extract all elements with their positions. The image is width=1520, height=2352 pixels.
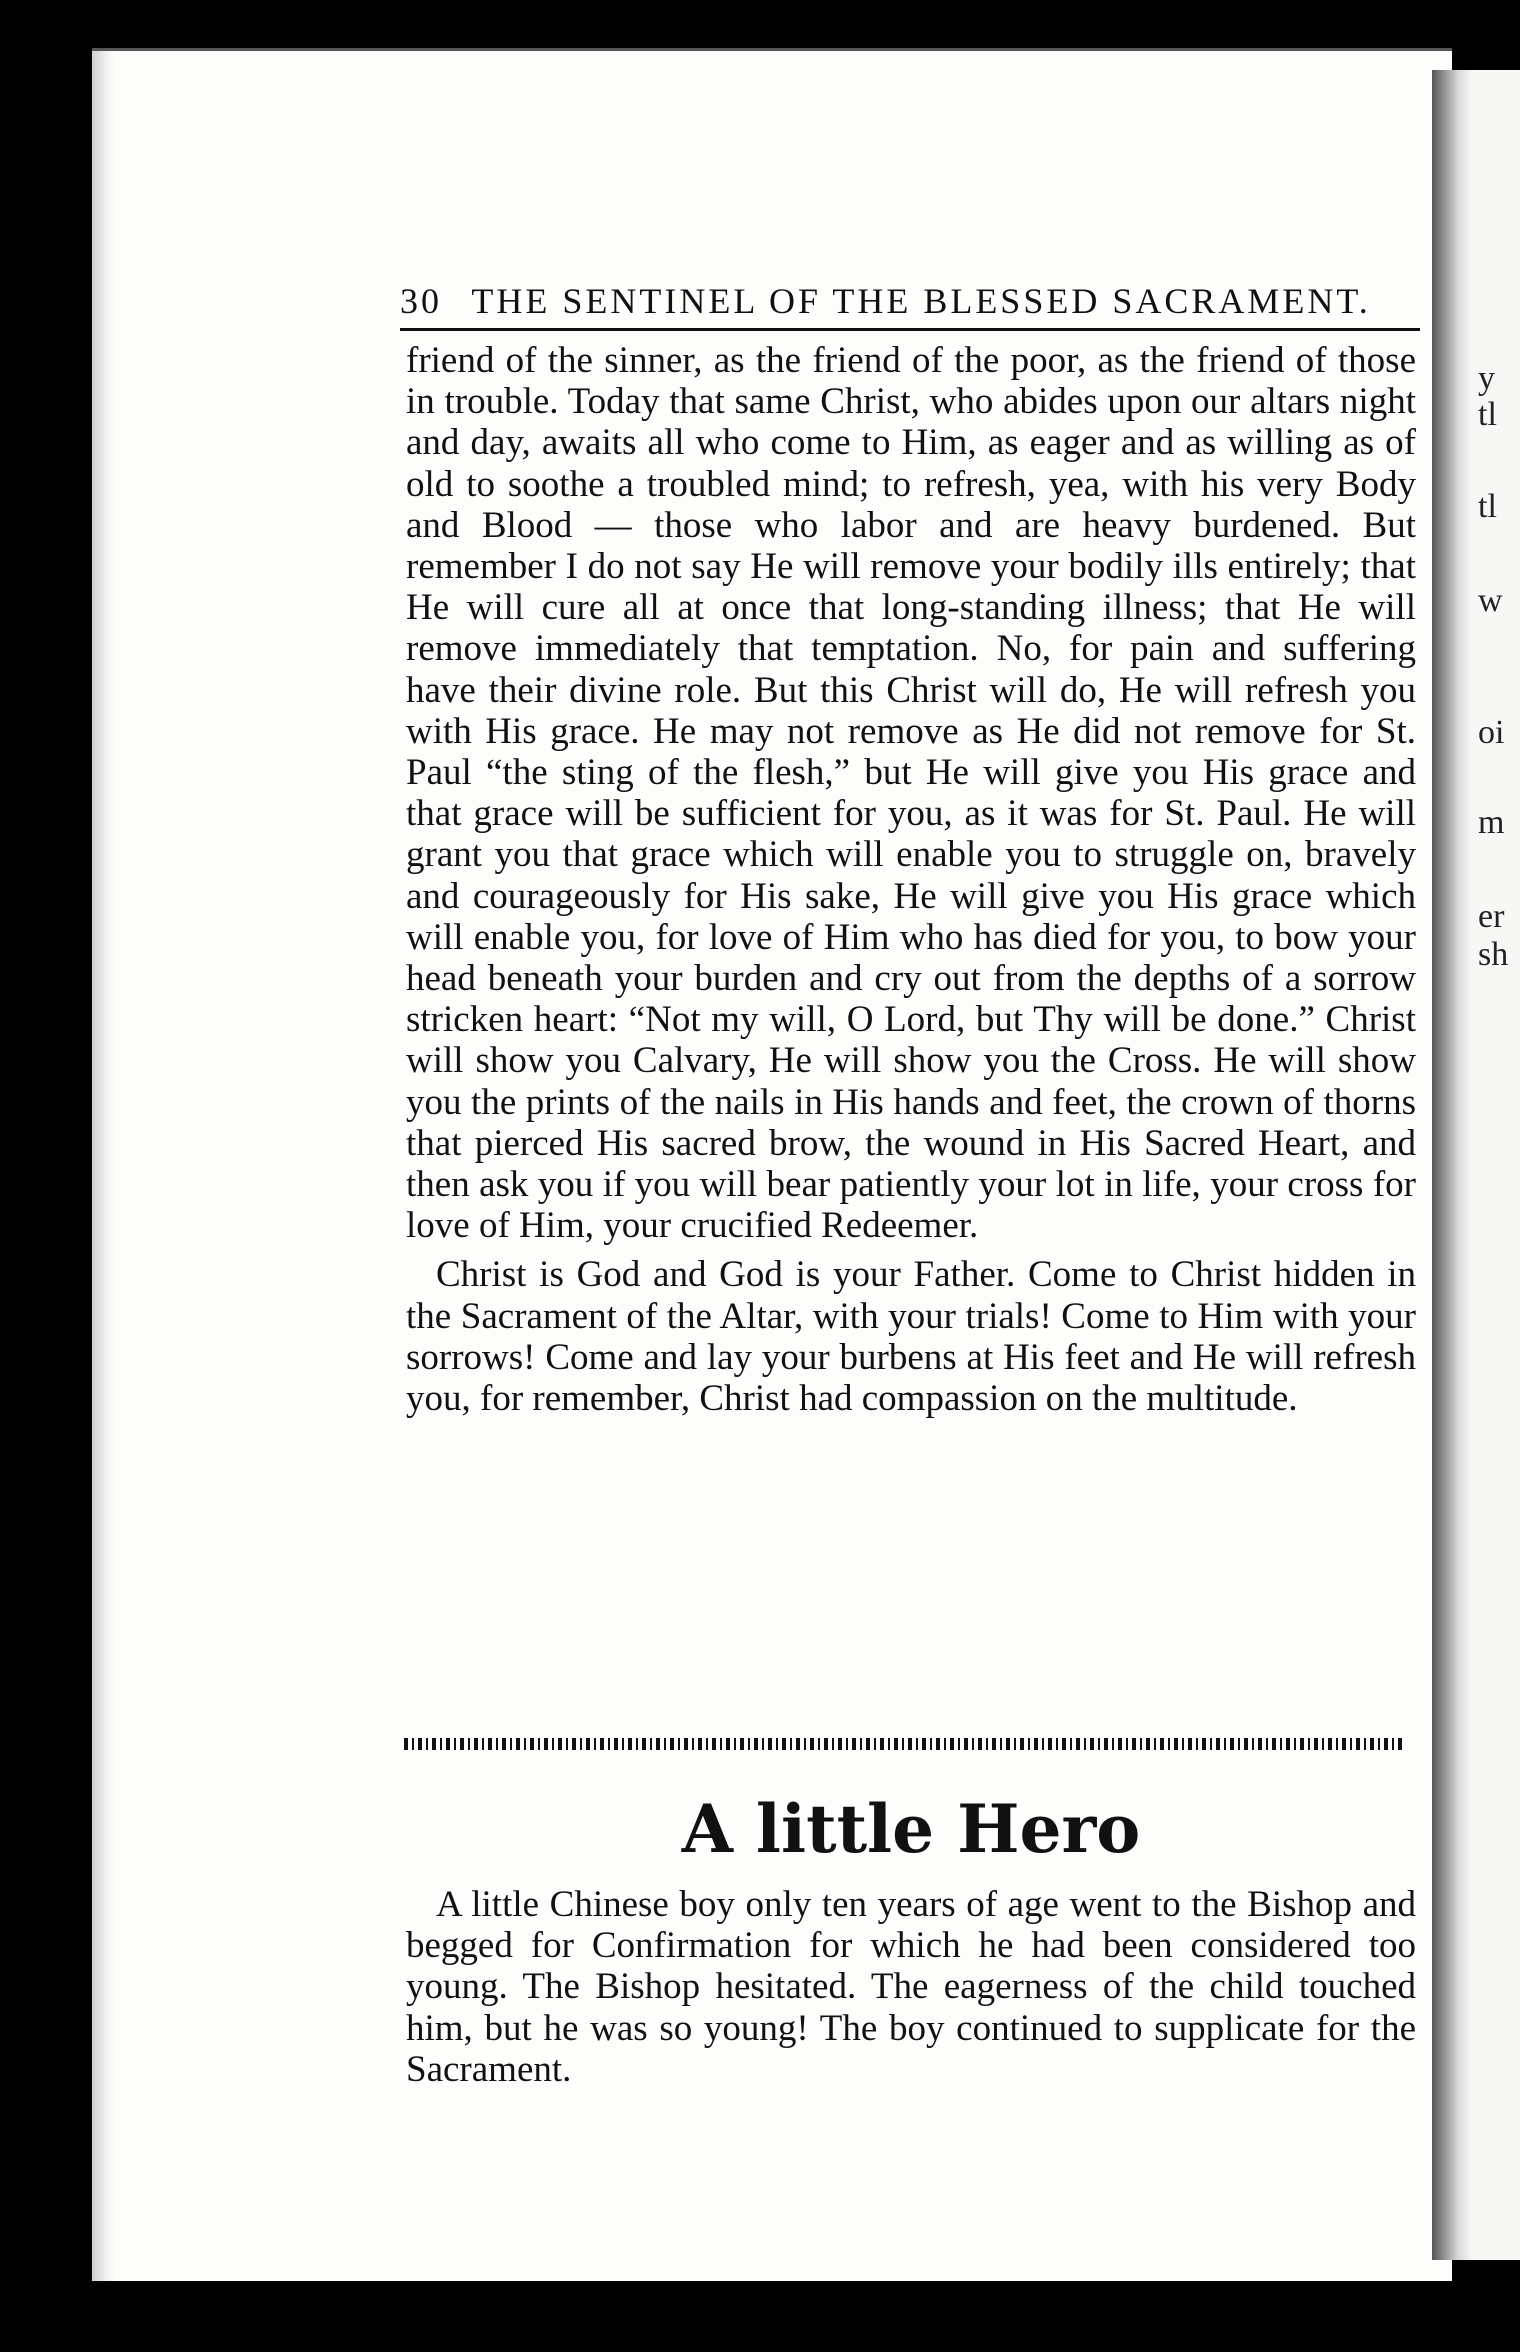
article-paragraph: friend of the sinner, as the friend of the poor, as the friend of those in trouble. Today that same Christ, who abides upon our altars night and day, awaits all who come to Him, as eager and as willing as of old to soothe a troubled mind; to refresh, yea, with his very Body and Blood — those who labor and are heavy burdened. But remember I do not say He will remove your bodily ills entirely; that He will cure all at once that long-standing illness; that He will remove immediately that temptation. No, for pain and suffering have their divine role. But this Christ will do, He will refresh you with His grace. He may not remove as He did not remove for St. Paul “the sting of the flesh,” but He will give you His grace and that grace will be sufficient for you, as it was for St. Paul. He will grant you that grace which will enable you to struggle on, bravely and courageously for His sake, He will give you His grace which will enable you, for love of Him who has died for you, to bow your head beneath your burden and cry out from the depths of a sorrow stricken heart: “Not my will, O Lord, but Thy will be done.” Christ will show you Calvary, He will show you the Cross. He will show you the prints of the nails in His hands and feet, the crown of thorns that pierced His sacred brow, the wound in His Sacred Heart, and then ask you if you will bear patiently your lot in life, your cross for love of Him, your crucified Redeemer.: [406, 340, 1416, 1247]
story-paragraph: A little Chinese boy only ten years of age went to the Bishop and begged for Confirmation for which he had been considered too young. The Bishop hesitated. The eagerness of the child touched him, but he was so young! The boy continued to supplicate for the Sacrament.: [406, 1884, 1416, 2090]
facing-page-fragment: m: [1478, 804, 1505, 841]
running-title: THE SENTINEL OF THE BLESSED SACRAMENT.: [471, 281, 1371, 321]
article-paragraph: Christ is God and God is your Father. Come to Christ hidden in the Sacrament of the Altar, with your trials! Come to Him with your sorrows! Come and lay your burbens at His feet and He will refresh you, for remember, Christ had compassion on the multitude.: [406, 1254, 1416, 1420]
facing-page-fragment: tl: [1478, 488, 1497, 525]
page-number: 30: [400, 281, 442, 321]
ornamental-divider: [404, 1738, 1404, 1750]
header-rule: [400, 328, 1420, 331]
facing-page-fragment: y: [1478, 360, 1495, 397]
article-body: [406, 340, 1416, 1419]
facing-page-fragment: oi: [1478, 714, 1505, 751]
facing-page-fragment: w: [1478, 582, 1503, 619]
story-title: A little Hero: [681, 1790, 1141, 1868]
facing-page-fragment: sh: [1478, 936, 1509, 973]
facing-page-fragment: er: [1478, 898, 1505, 935]
story-body: [406, 1884, 1416, 2090]
page-gutter-shadow: [92, 51, 114, 2281]
facing-page-fragment: tl: [1478, 396, 1497, 433]
facing-page-edge: [1432, 70, 1520, 2260]
running-header: [400, 280, 1420, 322]
